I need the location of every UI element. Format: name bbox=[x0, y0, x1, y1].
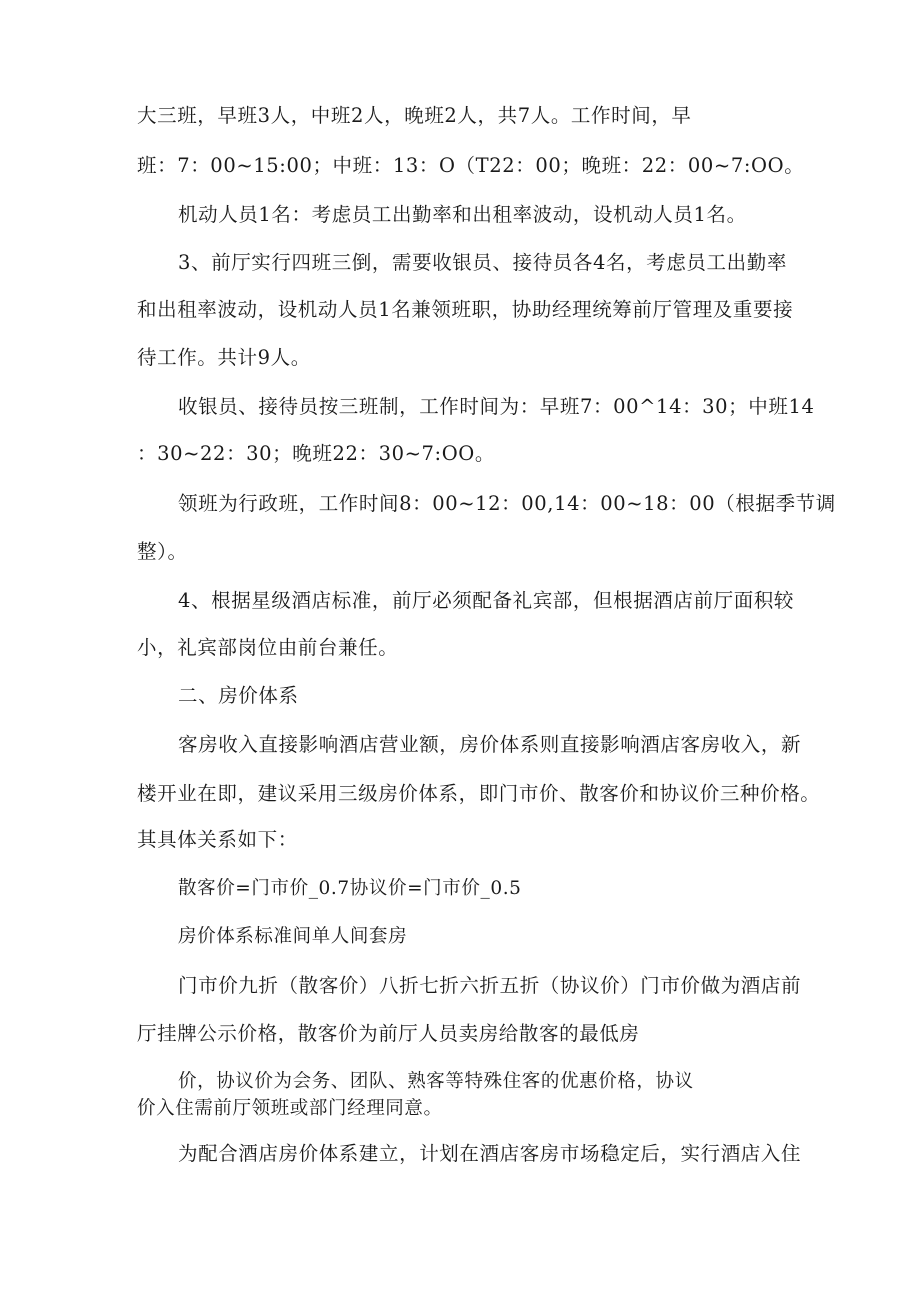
text-line: 价，协议价为会务、团队、熟客等特殊住客的优惠价格，协议 bbox=[178, 1071, 694, 1092]
text-line: 整）。 bbox=[137, 540, 188, 563]
text-line: 楼开业在即，建议采用三级房价体系，即门市价、散客价和协议价三种价格。 bbox=[137, 782, 821, 805]
section-heading: 二、房价体系 bbox=[178, 684, 299, 707]
text-line: 领班为行政班，工作时间8：00~12：00,14：00~18：00（根据季节调 bbox=[178, 492, 836, 515]
text-line: 为配合酒店房价体系建立，计划在酒店客房市场稳定后，实行酒店入住 bbox=[178, 1142, 802, 1165]
text-line: 大三班，早班3人，中班2人，晚班2人，共7人。工作时间，早 bbox=[137, 104, 692, 127]
text-line: 客房收入直接影响酒店营业额，房价体系则直接影响酒店客房收入，新 bbox=[178, 733, 802, 756]
text-line: 和出租率波动，设机动人员1名兼领班职，协助经理统筹前厅管理及重要接 bbox=[137, 298, 794, 321]
text-line: 其具体关系如下： bbox=[137, 828, 298, 851]
formula-line: 散客价=门市价_0.7协议价=门市价_0.5 bbox=[178, 878, 522, 899]
text-line: 价入住需前厅领班或部门经理同意。 bbox=[137, 1098, 443, 1119]
text-line: 门市价九折（散客价）八折七折六折五折（协议价）门市价做为酒店前 bbox=[178, 974, 802, 997]
table-header-line: 房价体系标准间单人间套房 bbox=[178, 926, 408, 947]
text-line: 3、前厅实行四班三倒，需要收银员、接待员各4名，考虑员工出勤率 bbox=[178, 251, 787, 274]
text-line: 4、根据星级酒店标准，前厅必须配备礼宾部，但根据酒店前厅面积较 bbox=[178, 589, 795, 612]
text-line: 小，礼宾部岗位由前台兼任。 bbox=[137, 636, 399, 659]
text-line: 机动人员1名：考虑员工出勤率和出租率波动，设机动人员1名。 bbox=[178, 203, 747, 226]
text-line: 待工作。共计9人。 bbox=[137, 346, 311, 369]
text-line: 厅挂牌公示价格，散客价为前厅人员卖房给散客的最低房 bbox=[137, 1022, 640, 1045]
text-line: 收银员、接待员按三班制，工作时间为：早班7：00^14：30；中班14 bbox=[178, 395, 815, 418]
text-line: ：30~22：30；晚班22：30~7:OO。 bbox=[137, 442, 495, 465]
text-line: 班：7：00~15:00；中班：13：O（T22：00；晚班：22：00~7:OO。 bbox=[137, 154, 805, 177]
